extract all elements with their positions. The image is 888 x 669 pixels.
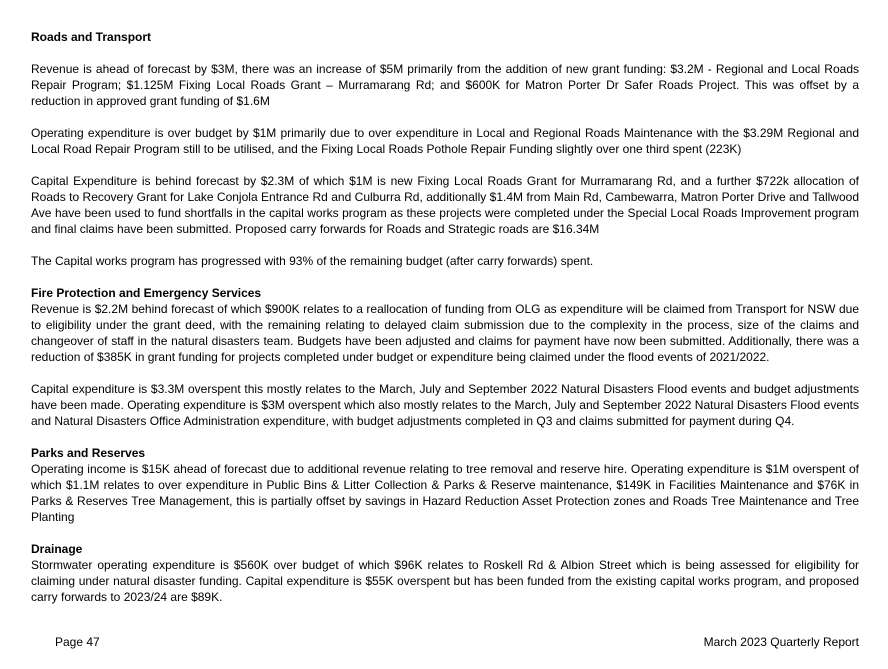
page-number: Page 47: [55, 635, 100, 649]
paragraph: Capital expenditure is $3.3M overspent this mostly relates to the March, July and September 2022 Natural Disasters Flood events and budget adjustments have been made. Operating expenditure is $3M overspent which also mostly relates to the March, July and September 2022 Natural Disasters Flood events and Natural Disasters Office Administration expenditure, with budget adjustments completed in Q3 and claims submitted for payment during Q4.: [31, 382, 859, 428]
paragraph: Operating income is $15K ahead of forecast due to additional revenue relating to tree removal and reserve hire. Operating expenditure is $1M overspent of which $1.1M relates to over expenditure in Public Bins & Litter Collection & Parks & Reserve maintenance, $149K in Facilities Maintenance and $76K in Parks & Reserves Tree Management, this is partially offset by savings in Hazard Reduction Asset Protection zones and Roads Tree Maintenance and Tree Planting: [31, 462, 859, 524]
spacer: [31, 365, 859, 381]
spacer: [31, 109, 859, 125]
section-fire-protection: [31, 285, 859, 429]
spacer: [31, 525, 859, 541]
paragraph: Operating expenditure is over budget by $1M primarily due to over expenditure in Local and Regional Roads Maintenance with the $3.29M Regional and Local Road Repair Program still to be utilised, and the Fixing Local Roads Pothole Repair Funding slightly over one third spent (223K): [31, 126, 859, 156]
spacer: [31, 237, 859, 253]
section-heading: Parks and Reserves: [31, 446, 146, 460]
paragraph: Revenue is $2.2M behind forecast of which $900K relates to a reallocation of funding from OLG as expenditure will be claimed from Transport for NSW due to eligibility under the grant deed, with the remaining relating to delayed claim submission due to the complexity in the process, size of the claims and changeover of staff in the natural disasters team. Budgets have been adjusted and claims for payment have now been submitted. Additionally, there was a reduction of $385K in grant funding for projects completed under budget or expenditure being claimed under the flood events of 2021/2022.: [31, 302, 859, 364]
section-roads-and-transport: [31, 29, 859, 269]
paragraph: Revenue is ahead of forecast by $3M, there was an increase of $5M primarily from the addition of new grant funding: $3.2M - Regional and Local Roads Repair Program; $1.125M Fixing Local Roads Grant – Murramarang Rd; and $600K for Matron Porter Dr Safer Roads Project. This was offset by a reduction in approved grant funding of $1.6M: [31, 62, 859, 108]
section-heading: Roads and Transport: [31, 30, 152, 44]
section-heading: Drainage: [31, 542, 83, 556]
paragraph: The Capital works program has progressed with 93% of the remaining budget (after carry forwards) spent.: [31, 254, 594, 268]
paragraph: Capital Expenditure is behind forecast by $2.3M of which $1M is new Fixing Local Roads Grant for Murramarang Rd, and a further $722k allocation of Roads to Recovery Grant for Lake Conjola Entrance Rd and Culburra Rd, additionally $1.4M from Main Rd, Cambewarra, Matron Porter Drive and Tallwood Ave have been used to fund shortfalls in the capital works program as these projects were completed under the Special Local Roads Improvement program and final claims have been submitted. Proposed carry forwards for Roads and Strategic roads are $16.34M: [31, 174, 859, 236]
section-drainage: [31, 541, 859, 605]
page-footer: [55, 635, 859, 649]
spacer: [31, 157, 859, 173]
spacer: [31, 429, 859, 445]
paragraph: Stormwater operating expenditure is $560K over budget of which $96K relates to Roskell Rd & Albion Street which is being assessed for eligibility for claiming under natural disaster funding. Capital expenditure is $55K overspent but has been funded from the existing capital works program, and proposed carry forwards to 2023/24 are $89K.: [31, 558, 859, 604]
section-parks-and-reserves: [31, 445, 859, 525]
section-heading: Fire Protection and Emergency Services: [31, 286, 262, 300]
document-body: [31, 29, 859, 605]
report-title: March 2023 Quarterly Report: [703, 635, 859, 649]
spacer: [31, 269, 859, 285]
spacer: [31, 45, 859, 61]
